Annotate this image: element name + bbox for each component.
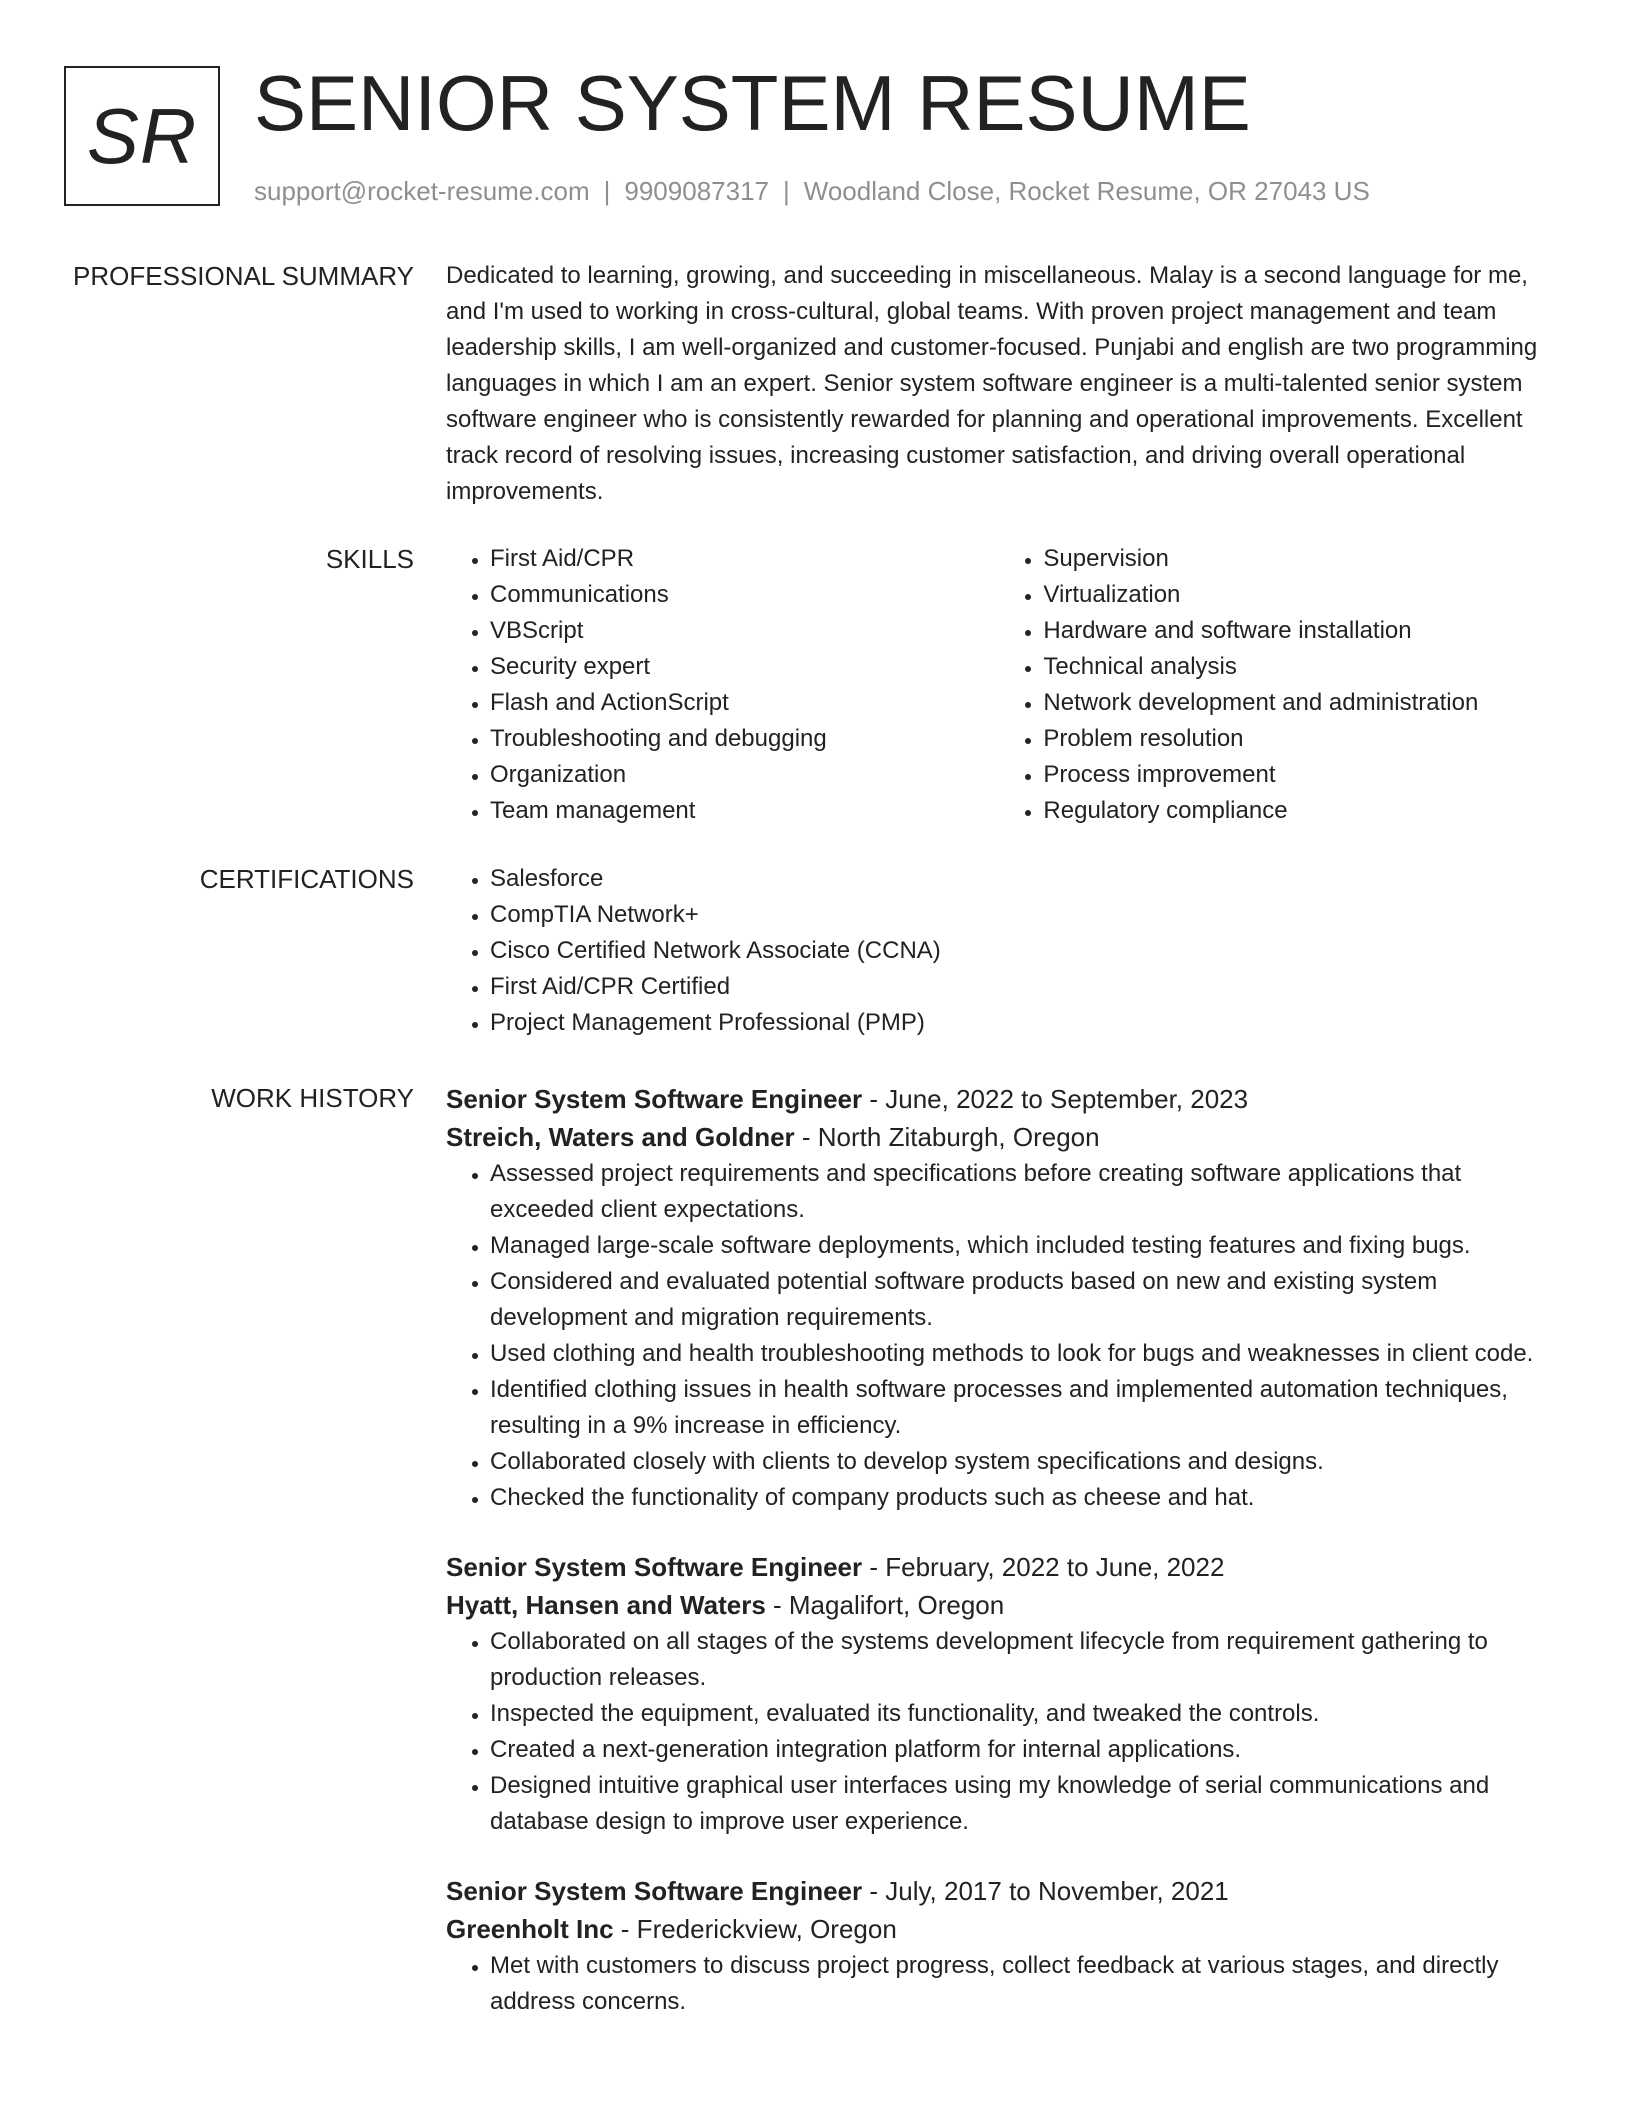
contact-line — [254, 175, 1370, 207]
job-company: Greenholt Inc — [446, 1914, 614, 1944]
job-bullet: • Met with customers to discuss project progress, collect feedback at various stages, and directly address concerns. — [490, 1948, 1564, 2020]
contact-separator: | — [783, 176, 790, 206]
skill-item: • Supervision — [1043, 541, 1564, 577]
certification-item: • Cisco Certified Network Associate (CCNA) — [490, 933, 1564, 969]
job-company-line — [446, 1586, 1564, 1624]
skill-item: • Team management — [490, 793, 999, 829]
job-bullets — [446, 1624, 1564, 1840]
skills-body — [446, 541, 1564, 829]
skill-item: • Problem resolution — [1043, 721, 1564, 757]
job-title-line — [446, 1080, 1564, 1118]
certifications-body — [446, 861, 1564, 1041]
skill-item: • First Aid/CPR — [490, 541, 999, 577]
job-company: Streich, Waters and Goldner — [446, 1122, 795, 1152]
skill-item: • Regulatory compliance — [1043, 793, 1564, 829]
skill-item: • Communications — [490, 577, 999, 613]
skill-item: • VBScript — [490, 613, 999, 649]
job-company: Hyatt, Hansen and Waters — [446, 1590, 766, 1620]
certifications-heading: CERTIFICATIONS — [199, 864, 414, 894]
job-title-line — [446, 1872, 1564, 1910]
contact-address: Woodland Close, Rocket Resume, OR 27043 US — [803, 176, 1370, 206]
certification-item: • Project Management Professional (PMP) — [490, 1005, 1564, 1041]
contact-email[interactable]: support@rocket-resume.com — [254, 176, 590, 206]
summary-body — [446, 258, 1564, 510]
summary-heading: PROFESSIONAL SUMMARY — [73, 261, 414, 291]
job-bullet: • Collaborated on all stages of the systems development lifecycle from requirement gathering to production releases. — [490, 1624, 1564, 1696]
certification-item: • First Aid/CPR Certified — [490, 969, 1564, 1005]
job-location: - Frederickview, Oregon — [613, 1914, 897, 1944]
skill-item: • Hardware and software installation — [1043, 613, 1564, 649]
skill-item: • Security expert — [490, 649, 999, 685]
skill-item: • Flash and ActionScript — [490, 685, 999, 721]
skill-item: • Technical analysis — [1043, 649, 1564, 685]
skill-item: • Network development and administration — [1043, 685, 1564, 721]
job-location: - Magalifort, Oregon — [765, 1590, 1005, 1620]
work-history-heading: WORK HISTORY — [211, 1083, 414, 1113]
job-entry — [446, 1872, 1564, 2020]
job-title: Senior System Software Engineer — [446, 1552, 863, 1582]
job-bullet: • Designed intuitive graphical user interfaces using my knowledge of serial communications and database design to improve user experience. — [490, 1768, 1564, 1840]
job-bullet: • Identified clothing issues in health software processes and implemented automation techniques, resulting in a 9% increase in efficiency. — [490, 1372, 1564, 1444]
job-dates: - February, 2022 to June, 2022 — [862, 1552, 1225, 1582]
resume-title: SENIOR SYSTEM RESUME — [254, 59, 1251, 147]
job-bullet: • Checked the functionality of company products such as cheese and hat. — [490, 1480, 1564, 1516]
job-bullet: • Created a next-generation integration platform for internal applications. — [490, 1732, 1564, 1768]
job-bullets — [446, 1156, 1564, 1516]
job-bullet: • Assessed project requirements and specifications before creating software applications that exceeded client expectations. — [490, 1156, 1564, 1228]
certification-item: • Salesforce — [490, 861, 1564, 897]
contact-separator: | — [603, 176, 611, 206]
job-entry — [446, 1080, 1564, 1516]
summary-text: Dedicated to learning, growing, and succeeding in miscellaneous. Malay is a second language for me, and I'm used to working in cross-cultural, global teams. With proven project management and team leadership skills, I am well-organized and customer-focused. Punjabi and english are two programming languages in which I am an expert. Senior system software engineer is a multi-talented senior system software engineer who is consistently rewarded for planning and operational improvements. Excellent track record of resolving issues, increasing customer satisfaction, and driving overall operational improvements. — [446, 262, 1538, 505]
skill-item: • Virtualization — [1043, 577, 1564, 613]
skill-item: • Organization — [490, 757, 999, 793]
job-title-line — [446, 1548, 1564, 1586]
job-bullets — [446, 1948, 1564, 2020]
job-title: Senior System Software Engineer — [446, 1876, 863, 1906]
job-bullet: • Collaborated closely with clients to develop system specifications and designs. — [490, 1444, 1564, 1480]
job-title: Senior System Software Engineer — [446, 1084, 863, 1114]
job-bullet: • Managed large-scale software deployments, which included testing features and fixing bugs. — [490, 1228, 1564, 1264]
skills-column-1 — [446, 541, 999, 829]
job-bullet: • Used clothing and health troubleshooting methods to look for bugs and weaknesses in client code. — [490, 1336, 1564, 1372]
job-dates: - June, 2022 to September, 2023 — [862, 1084, 1249, 1114]
job-bullet: • Inspected the equipment, evaluated its functionality, and tweaked the controls. — [490, 1696, 1564, 1732]
job-bullet: • Considered and evaluated potential software products based on new and existing system development and migration requirements. — [490, 1264, 1564, 1336]
monogram-logo — [64, 66, 220, 206]
skill-item: • Troubleshooting and debugging — [490, 721, 999, 757]
work-history-body — [446, 1080, 1564, 2020]
contact-phone[interactable]: 9909087317 — [624, 176, 769, 206]
job-company-line — [446, 1910, 1564, 1948]
certification-item: • CompTIA Network+ — [490, 897, 1564, 933]
job-entry — [446, 1548, 1564, 1840]
monogram-text: SR — [86, 91, 198, 180]
job-dates: - July, 2017 to November, 2021 — [862, 1876, 1229, 1906]
certifications-list — [446, 861, 1564, 1041]
skills-heading: SKILLS — [325, 544, 414, 574]
job-location: - North Zitaburgh, Oregon — [794, 1122, 1100, 1152]
skill-item: • Process improvement — [1043, 757, 1564, 793]
job-company-line — [446, 1118, 1564, 1156]
skills-column-2 — [999, 541, 1564, 829]
